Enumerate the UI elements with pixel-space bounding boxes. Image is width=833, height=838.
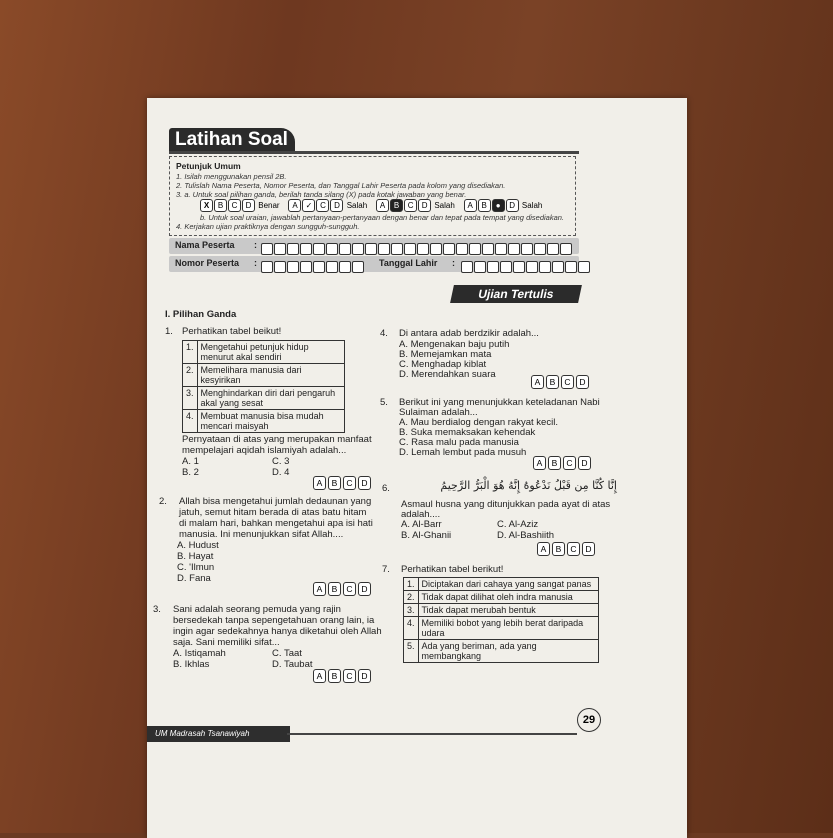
q1-number: 1. (165, 326, 173, 337)
instruction-2: 2. Tulislah Nama Peserta, Nomor Peserta, dan Tanggal Lahir Peserta pada kolom yang disediakan. (176, 181, 506, 190)
example-wrong-label-2: Salah (434, 201, 455, 210)
table-row: 2. Memelihara manusia dari kesyirikan (183, 364, 345, 387)
q1-option-b: B. 2 (182, 467, 199, 478)
q3-option-c: C. Taat (272, 648, 302, 659)
q5-option-c: C. Rasa malu pada manusia (399, 437, 519, 448)
q3-line-2: bersedekah tanpa sepengetahuan orang lain, ia (173, 615, 375, 626)
ujian-tertulis-banner: Ujian Tertulis (450, 285, 582, 303)
q3-option-d: D. Taubat (272, 659, 313, 670)
q4-option-a: A. Mengenakan baju putih (399, 339, 510, 350)
q2-option-c: C. 'Ilmun (177, 562, 215, 573)
q2-option-a: A. Hudust (177, 540, 219, 551)
q2-line-2: jatuh, semut hitam berada di atas batu hitam (179, 507, 367, 518)
instruction-3a: 3. a. Untuk soal pilihan ganda, berilah tanda silang (X) pada kotak jawaban yang benar. (176, 190, 467, 199)
q6-number: 6. (382, 483, 390, 494)
q3-line-3: ingin agar sedekahnya hanya diketahui oleh Allah (173, 626, 382, 637)
q1-stem-2: mempelajari aqidah islamiyah adalah... (182, 445, 347, 456)
q5-option-d: D. Lemah lembut pada musuh (399, 447, 527, 458)
q4-option-d: D. Merendahkan suara (399, 369, 496, 380)
book-page (147, 98, 687, 838)
q6-option-c: C. Al-Aziz (497, 519, 539, 530)
q1-stem-1: Pernyataan di atas yang merupakan manfaat (182, 434, 372, 445)
q6-option-b: B. Al-Ghanii (401, 530, 452, 541)
footer-line (287, 733, 577, 735)
q4-option-b: B. Memejamkan mata (399, 349, 492, 360)
table-row: 3. Menghindarkan diri dari pengaruh akal yang sesat (183, 387, 345, 410)
q2-number: 2. (159, 496, 167, 507)
q5-line-2: Sulaiman adalah... (399, 407, 478, 418)
section-heading: I. Pilihan Ganda (165, 309, 237, 320)
q5-option-a: A. Mau berdialog dengan rakyat kecil. (399, 417, 558, 428)
nama-peserta-row: Nama Peserta : (169, 238, 579, 254)
q1-table (182, 340, 345, 433)
q6-arabic-verse: إِنَّا كُنَّا مِن قَبْلُ نَدْعُوهُ إِنَّهُ هُوَ الْبَرُّ الرَّحِيمُ (440, 479, 617, 492)
instruction-3b: b. Untuk soal uraian, jawablah pertanyaan-pertanyaan dengan benar dan tepat pada tempat yang disediakan. (200, 213, 565, 222)
instruction-4: 4. Kerjakan ujian praktiknya dengan sungguh-sungguh. (176, 222, 360, 231)
q4-number: 4. (380, 328, 388, 339)
nomor-peserta-row: Nomor Peserta : Tanggal Lahir : (169, 256, 579, 272)
q2-line-4: manusia. Ini menunjukkan sifat Allah.... (179, 529, 344, 540)
page-number: 29 (577, 708, 601, 732)
q1-option-c: C. 3 (272, 456, 290, 467)
q3-option-a: A. Istiqamah (173, 648, 226, 659)
q1-answer-boxes[interactable]: A B C D (313, 476, 371, 490)
q4-option-c: C. Menghadap kiblat (399, 359, 487, 370)
q6-line-2: adalah.... (401, 509, 441, 520)
q2-line-1: Allah bisa mengetahui jumlah dedaunan yang (179, 496, 372, 507)
q6-option-d: D. Al-Bashiith (497, 530, 555, 541)
nomor-peserta-label: Nomor Peserta (175, 258, 240, 268)
nama-peserta-label: Nama Peserta (175, 240, 235, 250)
q3-option-b: B. Ikhlas (173, 659, 210, 670)
table-row: 1. Mengetahui petunjuk hidup menurut akal sendiri (183, 341, 345, 364)
table-row: 4. Memiliki bobot yang lebih berat daripada udara (404, 617, 599, 640)
example-wrong-label-3: Salah (521, 201, 543, 210)
tanggal-lahir-label: Tanggal Lahir (379, 258, 438, 268)
tanggal-lahir-boxes[interactable] (461, 258, 591, 276)
table-row: 1. Diciptakan dari cahaya yang sangat panas (404, 578, 599, 591)
q1-option-a: A. 1 (182, 456, 199, 467)
instruction-1: 1. Isilah menggunakan pensil 2B. (176, 172, 287, 181)
footer-book-title: UM Madrasah Tsanawiyah (147, 726, 290, 742)
page-title: Latihan Soal (169, 128, 295, 152)
q4-answer-boxes[interactable]: A B C D (531, 375, 589, 389)
table-row: 4. Membuat manusia bisa mudah mencari maisyah (183, 410, 345, 433)
table-row: 2. Tidak dapat dilihat oleh indra manusia (404, 591, 599, 604)
q5-answer-boxes[interactable]: A B C D (533, 456, 591, 470)
q3-line-4: saja. Sani memiliki sifat... (173, 637, 280, 648)
nomor-peserta-boxes[interactable] (261, 258, 365, 276)
q5-option-b: B. Suka memaksakan kehendak (399, 427, 536, 438)
example-wrong-label-1: Salah (346, 201, 368, 210)
q2-line-3: di malam hari, bahkan mengetahui apa isi hati (179, 518, 373, 529)
q6-line-1: Asmaul husna yang ditunjukkan pada ayat di atas (401, 499, 611, 510)
q5-line-1: Berikut ini yang menunjukkan keteladanan Nabi (399, 397, 600, 408)
q2-option-b: B. Hayat (177, 551, 214, 562)
q3-answer-boxes[interactable]: A B C D (313, 669, 371, 683)
q6-option-a: A. Al-Barr (401, 519, 442, 530)
table-row: 3. Tidak dapat merubah bentuk (404, 604, 599, 617)
q7-table (403, 577, 599, 663)
example-correct-label: Benar (258, 201, 280, 210)
q6-answer-boxes[interactable]: A B C D (537, 542, 595, 556)
q7-text: Perhatikan tabel berikut! (401, 564, 504, 575)
q1-option-d: D. 4 (272, 467, 290, 478)
q2-answer-boxes[interactable]: A B C D (313, 582, 371, 596)
q3-line-1: Sani adalah seorang pemuda yang rajin (173, 604, 341, 615)
table-row: 5. Ada yang beriman, ada yang membangkang (404, 640, 599, 663)
instructions-box (169, 156, 576, 236)
q2-option-d: D. Fana (177, 573, 211, 584)
q7-number: 7. (382, 564, 390, 575)
q1-text: Perhatikan tabel beikut! (182, 326, 282, 337)
instructions-title: Petunjuk Umum (176, 161, 241, 171)
title-underline (169, 151, 579, 154)
q4-text: Di antara adab berdzikir adalah... (399, 328, 539, 339)
q5-number: 5. (380, 397, 388, 408)
q3-number: 3. (153, 604, 161, 615)
example-row: X B C D Benar A ✓ C D Salah A B C D Salah A B ● D Salah (200, 199, 542, 212)
